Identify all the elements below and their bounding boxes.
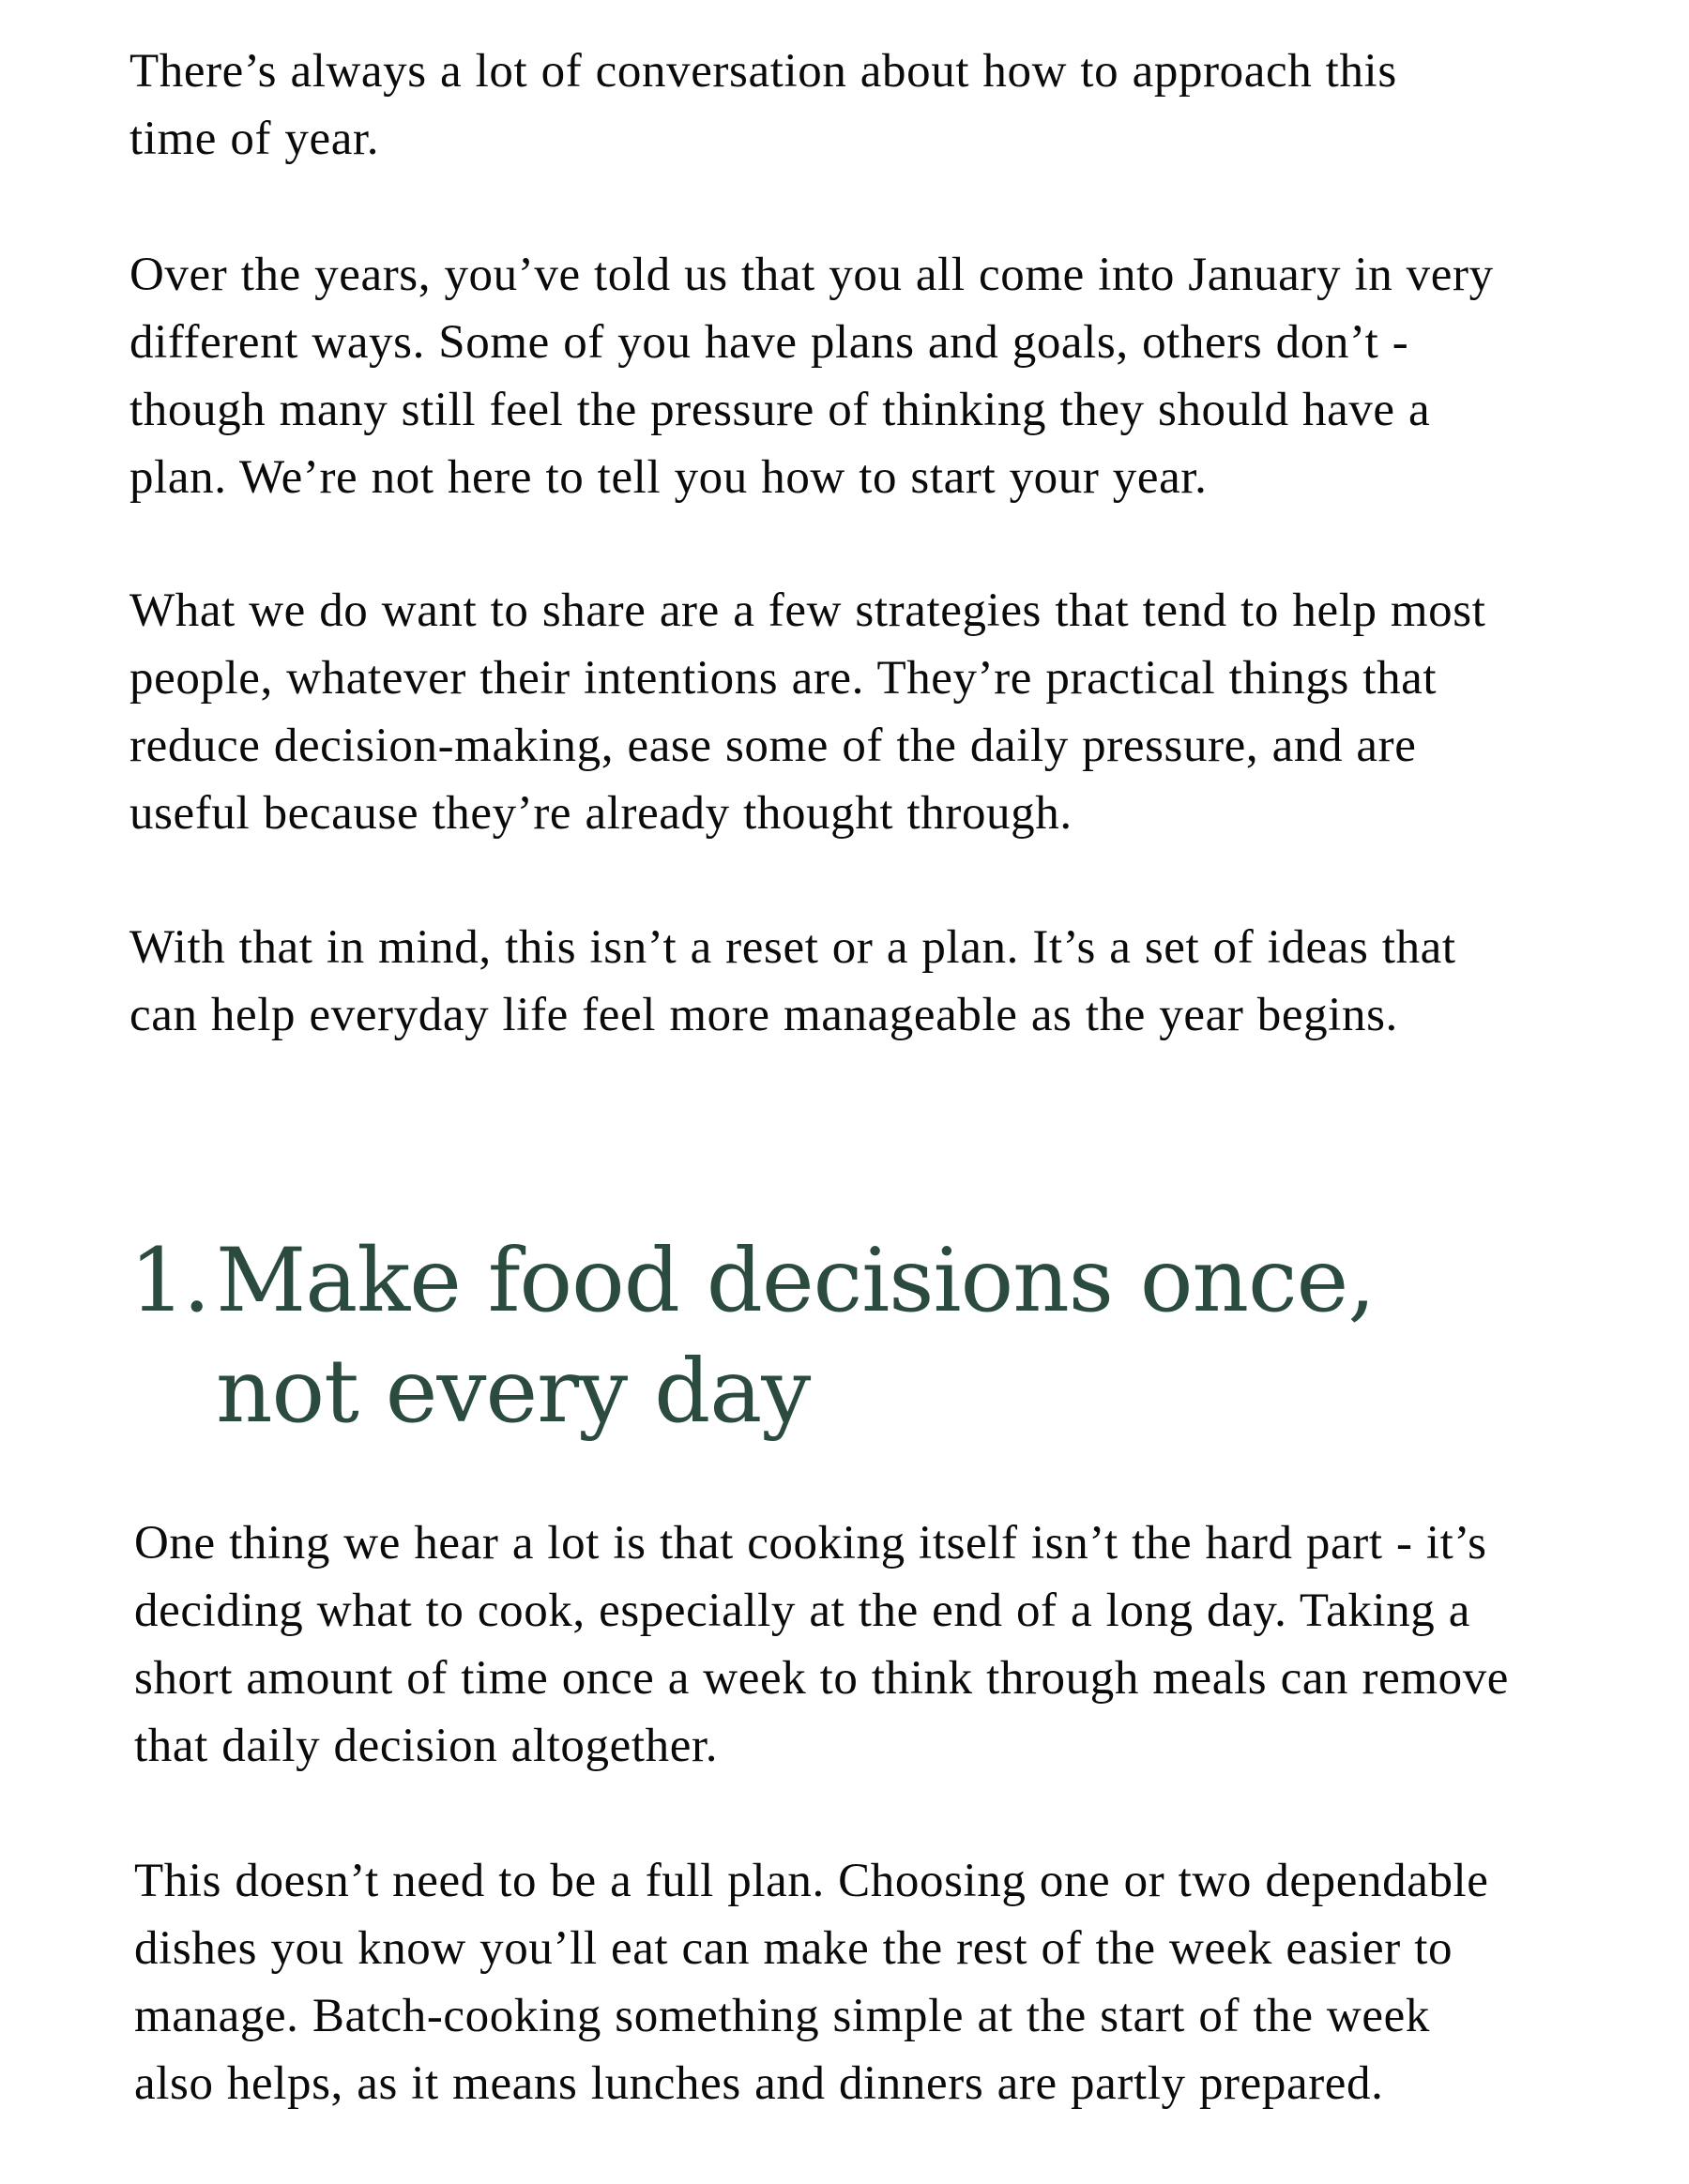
section-heading-1 xyxy=(129,1226,1375,1448)
text-line: useful because they’re already thought through. xyxy=(129,787,1073,840)
text-line: that daily decision altogether. xyxy=(134,1720,719,1772)
intro-paragraph-3 xyxy=(129,577,1486,847)
section-title xyxy=(216,1226,1375,1448)
text-line: manage. Batch-cooking something simple at the start of the week xyxy=(134,1990,1430,2042)
section-number: 1. xyxy=(129,1230,208,1332)
intro-paragraph-1 xyxy=(129,38,1397,173)
text-line: With that in mind, this isn’t a reset or a plan. It’s a set of ideas that xyxy=(129,921,1456,974)
text-line: people, whatever their intentions are. They’re practical things that xyxy=(129,652,1438,705)
text-line: dishes you know you’ll eat can make the rest of the week easier to xyxy=(134,1922,1453,1975)
text-line: This doesn’t need to be a full plan. Choosing one or two dependable xyxy=(134,1855,1489,1907)
section-1-paragraph-1 xyxy=(134,1509,1509,1780)
heading-line: Make food decisions once, xyxy=(216,1230,1376,1332)
section-1-paragraph-2 xyxy=(134,1847,1489,2117)
text-line: can help everyday life feel more manageable as the year begins. xyxy=(129,989,1398,1041)
text-line: Over the years, you’ve told us that you all come into January in very xyxy=(129,249,1494,301)
text-line: though many still feel the pressure of thinking they should have a xyxy=(129,384,1431,436)
intro-paragraph-4 xyxy=(129,914,1456,1049)
text-line: also helps, as it means lunches and dinners are partly prepared. xyxy=(134,2057,1384,2110)
text-line: short amount of time once a week to think through meals can remove xyxy=(134,1652,1510,1705)
intro-paragraph-2 xyxy=(129,241,1494,511)
text-line: There’s always a lot of conversation about how to approach this xyxy=(129,45,1397,98)
text-line: plan. We’re not here to tell you how to start your year. xyxy=(129,451,1208,504)
text-line: What we do want to share are a few strategies that tend to help most xyxy=(129,584,1486,637)
heading-line: not every day xyxy=(216,1341,811,1443)
text-line: time of year. xyxy=(129,113,380,165)
text-line: One thing we hear a lot is that cooking itself isn’t the hard part - it’s xyxy=(134,1517,1487,1570)
text-line: different ways. Some of you have plans and goals, others don’t - xyxy=(129,316,1409,369)
text-line: deciding what to cook, especially at the end of a long day. Taking a xyxy=(134,1585,1470,1637)
text-line: reduce decision-making, ease some of the daily pressure, and are xyxy=(129,720,1417,772)
